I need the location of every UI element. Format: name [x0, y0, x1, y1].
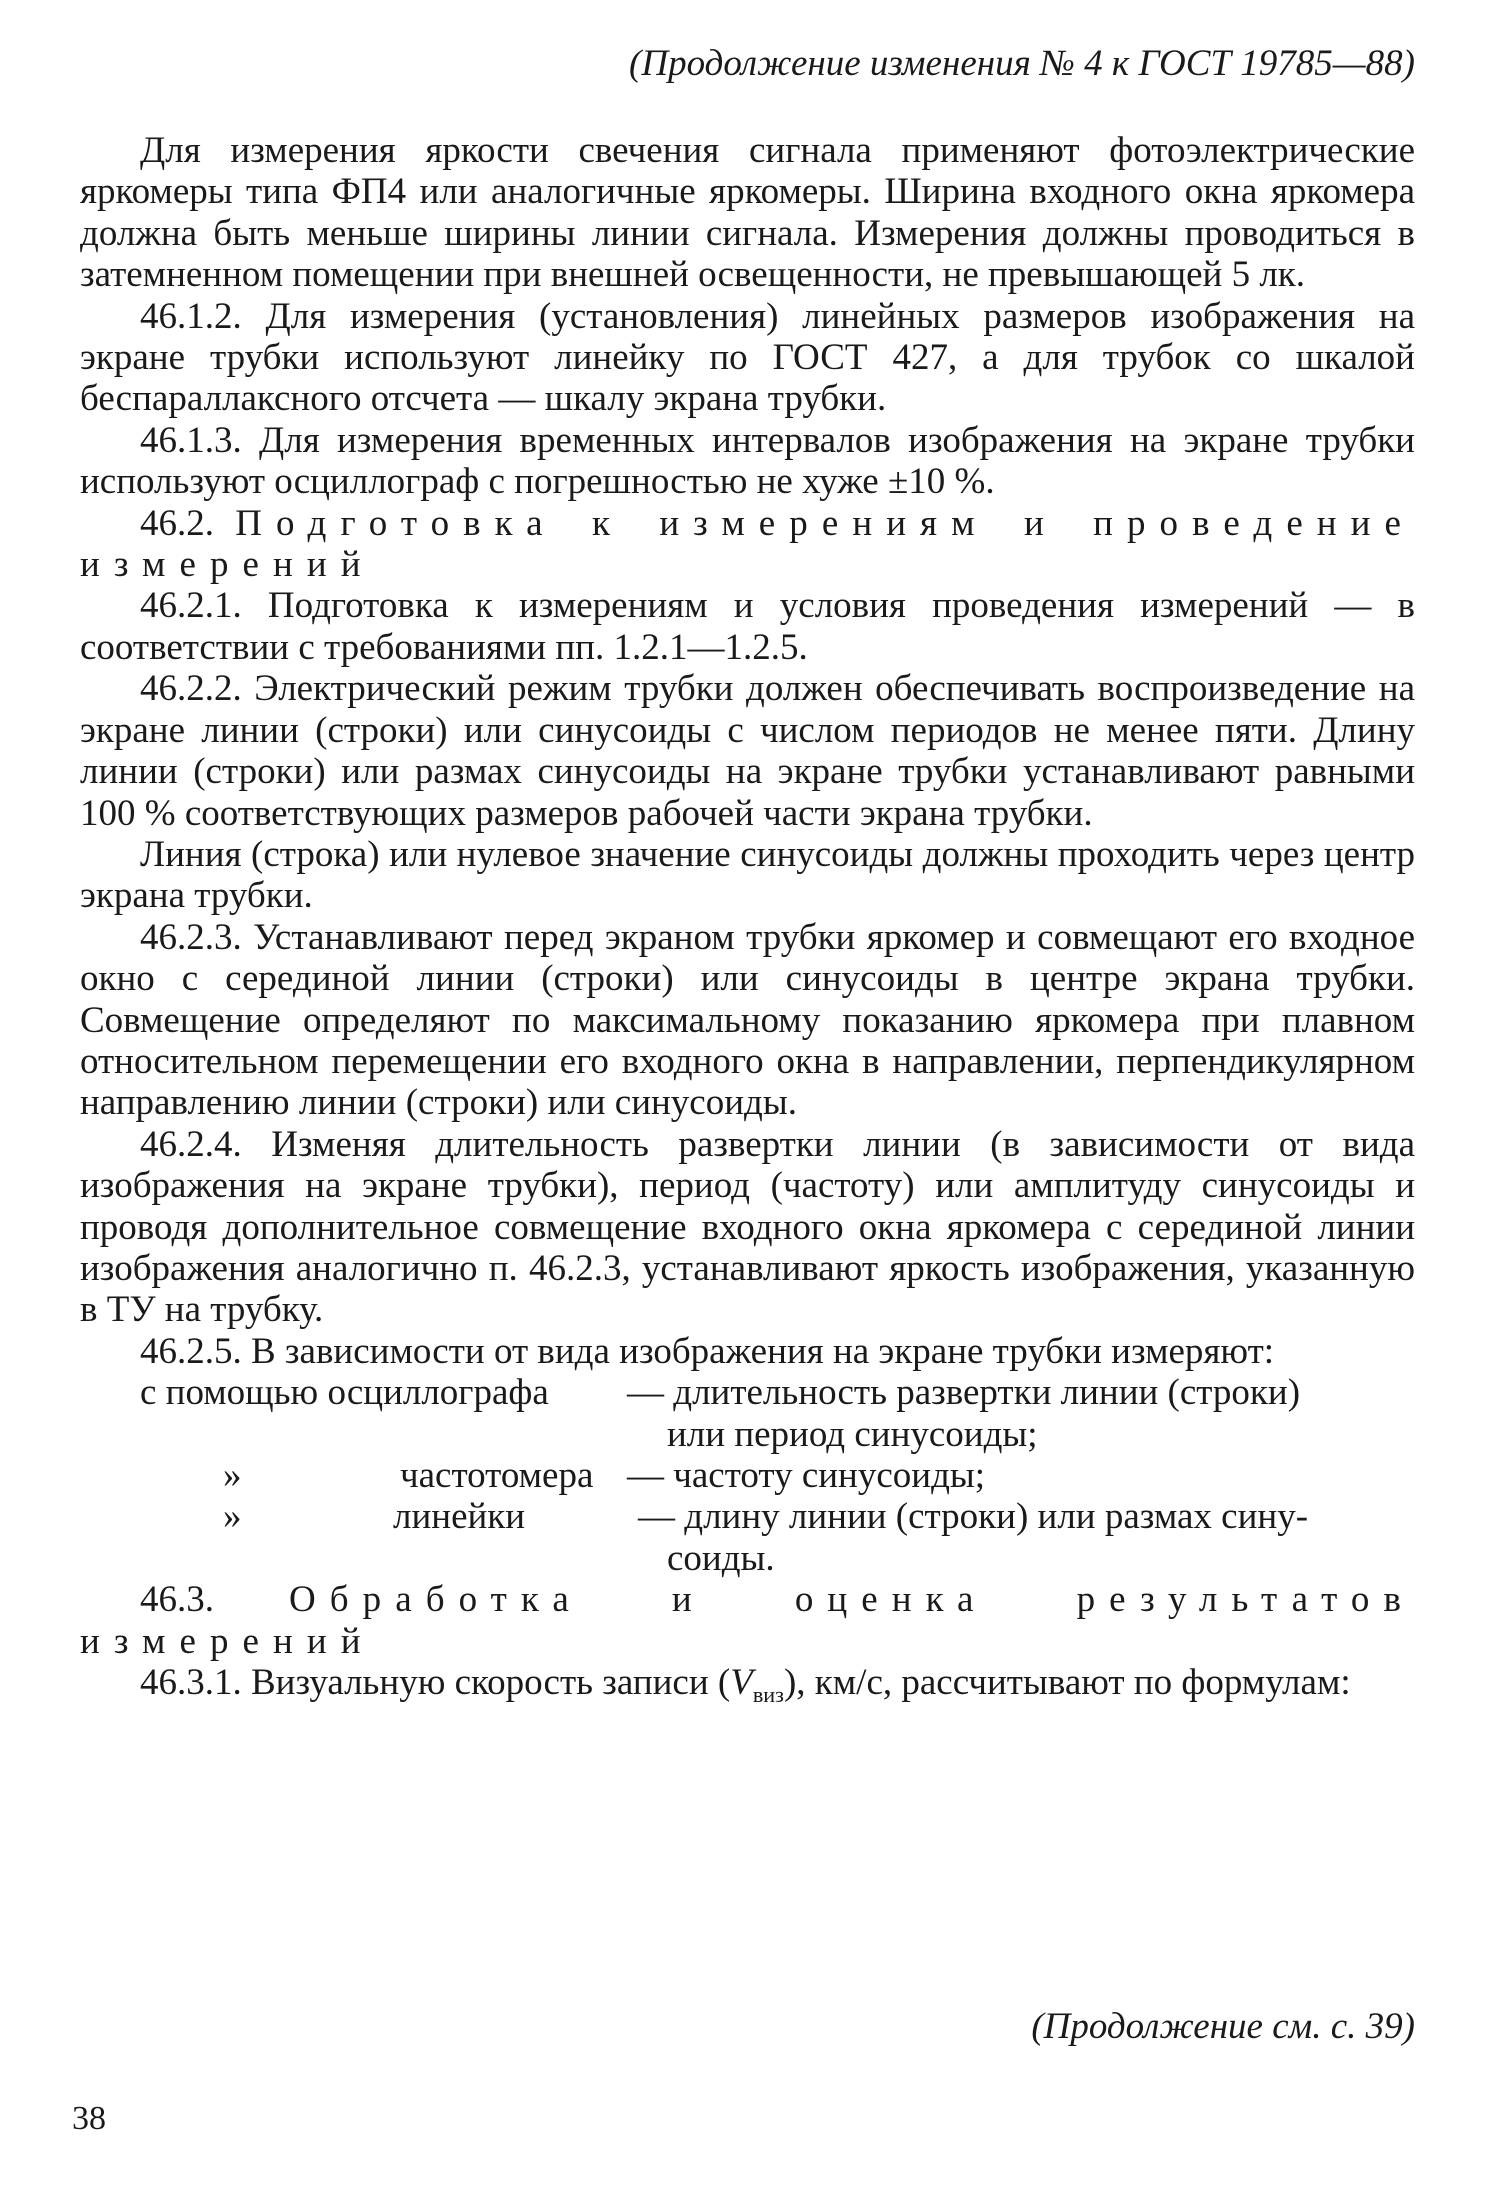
paragraph-text-end: ), км/с, рассчитывают по формулам:: [783, 1661, 1351, 1703]
document-page: [80, 40, 1415, 1715]
page-header: (Продолжение изменения № 4 к ГОСТ 19785—88): [629, 43, 1415, 84]
paragraph-46-2-1: 46.2.1. Подготовка к измерениям и условия проведения измерений — в соответствии с требованиями пп. 1.2.1—1.2.5.: [80, 585, 1415, 668]
list-item-quantity: — частоту синусоиды;: [627, 1454, 986, 1496]
measurement-list: [80, 1372, 1415, 1579]
list-item: [80, 1414, 1415, 1455]
list-item-quantity: — длительность развертки линии (строки): [627, 1372, 1301, 1414]
list-item-instrument: с помощью осциллографа: [140, 1372, 549, 1414]
paragraph-luminance-meter: Для измерения яркости свечения сигнала применяют фотоэлектрические яркомеры типа ФП4 или аналогичные яркомеры. Ширина входного окна яркомера должна быть меньше ширины линии сигнала. Измерения должны проводиться в затемненном помещении при внешней освещенности, не превышающей 5 лк.: [80, 130, 1415, 296]
section-number: 46.2.: [140, 502, 214, 544]
section-title: Обработка и оценка результатов измерений: [80, 1579, 1416, 1662]
list-item: [80, 1496, 1415, 1537]
list-item-quantity: — длину линии (строки) или размах сину-: [638, 1496, 1309, 1538]
paragraph-46-1-2: 46.1.2. Для измерения (установления) линейных размеров изображения на экране трубки используют линейку по ГОСТ 427, а для трубок со шкалой беспараллаксного отсчета — шкалу экрана трубки.: [80, 295, 1415, 420]
section-heading-46-3: [80, 1579, 1415, 1662]
paragraph-46-1-3: 46.1.3. Для измерения временных интервалов изображения на экране трубки используют осциллограф с погрешностью не хуже ±10 %.: [80, 419, 1415, 503]
paragraph-46-2-3: 46.2.3. Устанавливают перед экраном трубки яркомер и совмещают его входное окно с серединой линии (строки) или синусоиды в центре экрана трубки. Совмещение определяют по максимальному показанию яркомера при плавном относительном перемещении его входного окна в направлении, перпендикулярном направлению линии (строки) или синусоиды.: [80, 916, 1415, 1124]
section-heading-46-2: [80, 503, 1415, 586]
list-item: [80, 1538, 1415, 1579]
ditto-mark: »: [223, 1454, 242, 1496]
section-title: Подготовка к измерениям и проведение измерений: [80, 502, 1416, 586]
paragraph-46-2-5: 46.2.5. В зависимости от вида изображения на экране трубки измеряют:: [140, 1330, 1275, 1372]
paragraph-46-2-2: 46.2.2. Электрический режим трубки должен обеспечивать воспроизведение на экране линии (строки) или синусоиды с числом периодов не менее пяти. Длину линии (строки) или размах синусоиды на экране трубки устанавливают равными 100 % соответствующих размеров рабочей части экрана трубки.: [80, 668, 1415, 834]
continuation-note: (Продолжение см. с. 39): [1031, 2006, 1415, 2047]
paragraph-text-start: 46.3.1. Визуальную скорость записи (: [140, 1661, 731, 1703]
velocity-subscript: виз: [752, 1681, 784, 1707]
list-item: [80, 1455, 1415, 1496]
paragraph-line-center: Линия (строка) или нулевое значение синусоиды должны проходить через центр экрана трубки.: [80, 833, 1415, 917]
ditto-mark: »: [223, 1496, 242, 1538]
list-item-instrument: линейки: [393, 1496, 526, 1538]
velocity-symbol: V: [730, 1661, 753, 1703]
page-number: 38: [72, 2100, 106, 2137]
paragraph-46-3-1: [80, 1662, 1415, 1715]
section-number: 46.3.: [140, 1579, 214, 1621]
list-item-quantity: или период синусоиды;: [667, 1413, 1038, 1455]
list-item: [80, 1372, 1415, 1413]
list-item-instrument: частотомера: [400, 1454, 594, 1496]
list-item-quantity: соиды.: [667, 1537, 775, 1579]
paragraph-46-2-4: 46.2.4. Изменяя длительность развертки линии (в зависимости от вида изображения на экране трубки), период (частоту) или амплитуду синусоиды и проводя дополнительное совмещение входного окна яркомера с серединой линии изображения аналогично п. 46.2.3, устанавливают яркость изображения, указанную в ТУ на трубку.: [80, 1123, 1415, 1331]
